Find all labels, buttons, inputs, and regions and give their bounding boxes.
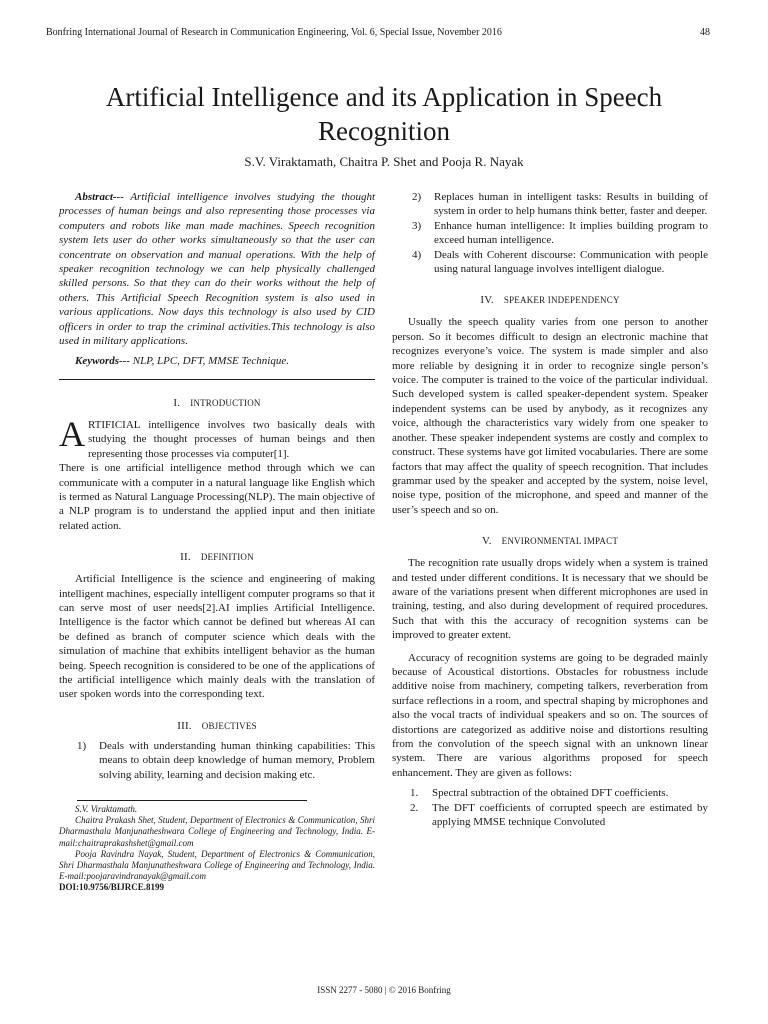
list-text: The DFT coefficients of corrupted speech are estimated by applying MMSE technique Convoluted — [432, 801, 708, 829]
keywords-label: Keywords--- — [75, 355, 130, 368]
list-text: Enhance human intelligence: It implies building program to exceed human intelligence. — [434, 219, 708, 247]
list-item — [412, 219, 708, 248]
section-heading-introduction — [59, 397, 375, 410]
list-text: Spectral subtraction of the obtained DFT coefficients. — [432, 787, 669, 800]
list-item — [410, 801, 708, 830]
footnote-author-2: Chaitra Prakash Shet, Student, Department of Electronics & Communication, Shri Dharmasthala Manjunatheshwara College of Engineering and Technology, India. E-mail:chaitraprakashshet@gmail.com — [59, 815, 375, 848]
environment-paragraph-2: Accuracy of recognition systems are going to be degraded mainly because of Acoustical distortions. Obstacles for robustness include additive noise from machinery, competing talkers, reverberation from surface reflections in a room, and spectral shaping by microphones and also the vocal tracts of individual speakers and so on. The sources of distortions are categorized as additive noise and distortions resulting from the convolution of the speech signal with an unknown linear system. There are various algorithms proposed for speech enhancement. They are given as follows: — [392, 651, 708, 779]
abstract-text: Artificial intelligence involves studying the thought processes of human beings and also representing those processes via computers and robots like man made machines. Speech recognition system lets user do other works simultaneously so that the user can concentrate on observation and manual operations. With the help of speaker recognition technology we can help physically challenged skilled persons. So that they can do their works without the help of others. This Artificial Speech Recognition system is also used in various applications. Now days this technology is also used by CID officers in order to trap the criminal activities.This technology is also used in military applications. — [59, 191, 375, 348]
list-number: 2. — [410, 801, 419, 814]
list-item — [412, 248, 708, 277]
intro-paragraph-2: There is one artificial intelligence method through which we can communicate with a computer in a natural language like English which is termed as Natural Language Processing(NLP). The main objective of a NLP program is to understand the applied input and then initiate related action. — [59, 462, 375, 532]
abstract — [59, 190, 375, 348]
definition-paragraph: Artificial Intelligence is the science and engineering of making intelligent machines, especially intelligent computer programs so that it can serve most of user needs[2].AI implies Artificial Intelligence. Intelligence is the factor which cannot be defined but whereas AI can be defined as branch of computer science which deals with the simulation of machine that exhibits intelligent behavior as the human being. Speech recognition is considered to be one of the applications of the artificial intelligence which mainly deals with the translation of user spoken words into the corresponding text. — [59, 573, 375, 701]
objectives-list-part-1 — [59, 739, 375, 782]
page-number: 48 — [700, 27, 710, 38]
section-numeral: IV. — [480, 294, 494, 307]
section-numeral: II. — [180, 551, 191, 564]
keywords — [59, 354, 375, 368]
section-title: SPEAKER INDEPENDENCY — [503, 295, 620, 306]
left-column — [59, 190, 375, 893]
list-text: Replaces human in intelligent tasks: Results in building of system in order to help humans think better, faster and deeper. — [434, 191, 708, 218]
section-numeral: V. — [481, 535, 492, 548]
section-title: INTRODUCTION — [190, 397, 261, 408]
section-title: DEFINITION — [200, 552, 254, 563]
list-number: 1) — [77, 739, 87, 752]
list-item — [410, 786, 708, 800]
journal-citation: Bonfring International Journal of Research in Communication Engineering, Vol. 6, Special Issue, November 2016 — [46, 27, 502, 38]
section-heading-speaker-independency — [392, 294, 708, 307]
environment-paragraph-1: The recognition rate usually drops widely when a system is trained and tested under different conditions. It is necessary that we should be aware of the variations present when different microphones are used in training, testing, and also during development of required procedures. Such that with this the accuracy of recognition systems can be improved to greater extent. — [392, 557, 708, 642]
list-number: 2) — [412, 191, 422, 203]
section-numeral: I. — [173, 396, 181, 409]
keywords-text: NLP, LPC, DFT, MMSE Technique. — [130, 355, 290, 368]
objectives-list-part-2 — [392, 190, 708, 276]
list-text: Deals with understanding human thinking capabilities: This means to obtain deep knowledge of human memory, Problem solving ability, learning and decision making etc. — [99, 739, 375, 781]
drop-cap: A — [59, 413, 85, 454]
doi: DOI:10.9756/BIJRCE.8199 — [59, 882, 165, 893]
list-number: 3) — [412, 219, 422, 232]
running-header — [46, 27, 710, 39]
abstract-label: Abstract--- — [75, 191, 124, 203]
list-text: Deals with Coherent discourse: Communication with people using natural language involves intelligent dialogue. — [434, 248, 708, 276]
page-footer: ISSN 2277 - 5080 | © 2016 Bonfring — [317, 985, 451, 995]
section-title: ENVIRONMENTAL IMPACT — [501, 536, 619, 547]
section-title: OBJECTIVES — [201, 720, 257, 731]
speaker-paragraph: Usually the speech quality varies from one person to another person. So it becomes difficult to design an electronic machine that recognizes everyone’s voice. The system is made simpler and also more reliable by designing it in order to recognize single person’s voice. The computer is trained to the voice of the particular individual. Such developed system is called speaker-dependent system. Speaker independent systems can be used by anybody, as it recognizes any voice, although the characteristics vary widely from one speaker to another. These speaker independent systems are costly and complex to construct. These systems have got limited vocabularies. There are some factors that may affect the quality of speech recognition. That includes grammar used by the speaker and accepted by the system, noise level, noise type, position of the microphone, and speed and manner of the user’s speech and so on. — [392, 316, 708, 516]
list-number: 4) — [412, 248, 422, 261]
paper-title: Artificial Intelligence and its Application in Speech Recognition — [105, 82, 663, 146]
section-heading-objectives — [59, 720, 375, 733]
section-numeral: III. — [177, 719, 192, 732]
right-column — [392, 190, 708, 829]
footnote-block — [59, 800, 375, 893]
footnote-divider — [77, 800, 307, 801]
intro-text: RTIFICIAL intelligence involves two basically deals with studying the thought processes of human beings and then representing those processes via computer[1]. — [88, 418, 375, 460]
footnote-author-1: S.V. Viraktamath. — [75, 804, 138, 814]
section-heading-environmental-impact — [392, 535, 708, 548]
list-number: 1. — [410, 787, 419, 800]
abstract-divider — [59, 379, 375, 380]
author-list: S.V. Viraktamath, Chaitra P. Shet and Pooja R. Nayak — [244, 154, 524, 169]
list-item — [412, 190, 708, 219]
enhancement-list — [392, 786, 708, 829]
intro-paragraph-1 — [59, 413, 375, 461]
list-item — [77, 739, 375, 782]
footnote-author-3: Pooja Ravindra Nayak, Student, Department of Electronics & Communication, Shri Dharmasthala Manjunatheshwara College of Engineering and Technology, India. E-mail:poojaravindranayak@gmail.com — [59, 848, 375, 882]
footnotes — [59, 804, 375, 882]
section-heading-definition — [59, 551, 375, 564]
